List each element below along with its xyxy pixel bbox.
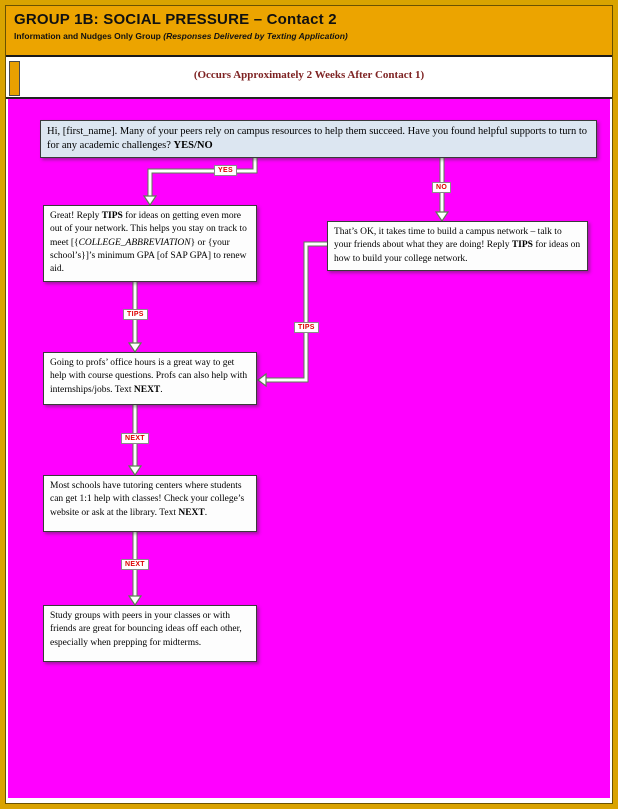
no-text-1: That’s OK, it takes time to build a campus network – talk to your friends about what they are doing! Reply bbox=[334, 227, 562, 251]
tutoring-text-next: NEXT bbox=[178, 507, 205, 518]
label-tips-right: TIPS bbox=[294, 322, 319, 333]
no-text-2: for ideas on how to build your college network. bbox=[334, 240, 581, 264]
initial-message-yesno: YES/NO bbox=[173, 140, 213, 152]
timing-banner bbox=[6, 57, 612, 99]
no-response-box bbox=[327, 221, 588, 271]
initial-message-text: Hi, [first_name]. Many of your peers rely on campus resources to help them succeed. Have you found helpful supports to turn to for any academic challenges? bbox=[47, 126, 588, 152]
page-subtitle bbox=[14, 31, 604, 41]
yes-text-3: } or {your school’s}]’s minimum GPA [of SAP GPA] to renew aid. bbox=[50, 237, 247, 275]
page-title: GROUP 1B: SOCIAL PRESSURE – Contact 2 bbox=[14, 11, 337, 28]
label-next-1: NEXT bbox=[121, 433, 149, 444]
yes-text-1: Great! Reply bbox=[50, 211, 102, 221]
yes-text-college-abbreviation: COLLEGE_ABBREVIATION bbox=[78, 237, 191, 248]
office-hours-text-1: Going to profs’ office hours is a great way to get help with course questions. Profs can also help with internships/jobs. Text bbox=[50, 358, 248, 395]
office-hours-text-next: NEXT bbox=[133, 384, 161, 395]
initial-message-box bbox=[40, 120, 597, 158]
no-text-tips: TIPS bbox=[511, 240, 533, 251]
subtitle-main: Information and Nudges Only Group bbox=[14, 31, 164, 41]
study-groups-text: Study groups with peers in your classes or with friends are great for bouncing ideas off each other, especially when prepping for midterms. bbox=[50, 611, 242, 648]
tutoring-centers-box bbox=[43, 475, 257, 532]
subtitle-parenthetical: (Responses Delivered by Texting Application) bbox=[163, 31, 348, 41]
header bbox=[6, 6, 612, 57]
yes-response-box bbox=[43, 205, 257, 282]
label-tips-left: TIPS bbox=[123, 309, 148, 320]
office-hours-text-2: . bbox=[160, 384, 163, 395]
tutoring-text-1: Most schools have tutoring centers where students can get 1:1 help with classes! Check your college’s website or ask at the library. Text bbox=[50, 481, 245, 518]
yes-text-2: for ideas on getting even more out of your network. This helps you stay on track to meet [{ bbox=[50, 211, 247, 248]
study-groups-box bbox=[43, 605, 257, 662]
tutoring-text-2: . bbox=[204, 507, 208, 518]
yes-text-tips: TIPS bbox=[101, 211, 123, 221]
office-hours-box bbox=[43, 352, 257, 405]
timing-banner-text: (Occurs Approximately 2 Weeks After Contact 1) bbox=[193, 69, 425, 81]
label-next-2: NEXT bbox=[121, 559, 149, 570]
label-yes: YES bbox=[214, 165, 237, 176]
flowchart-canvas bbox=[8, 99, 610, 798]
label-no: NO bbox=[432, 182, 451, 193]
